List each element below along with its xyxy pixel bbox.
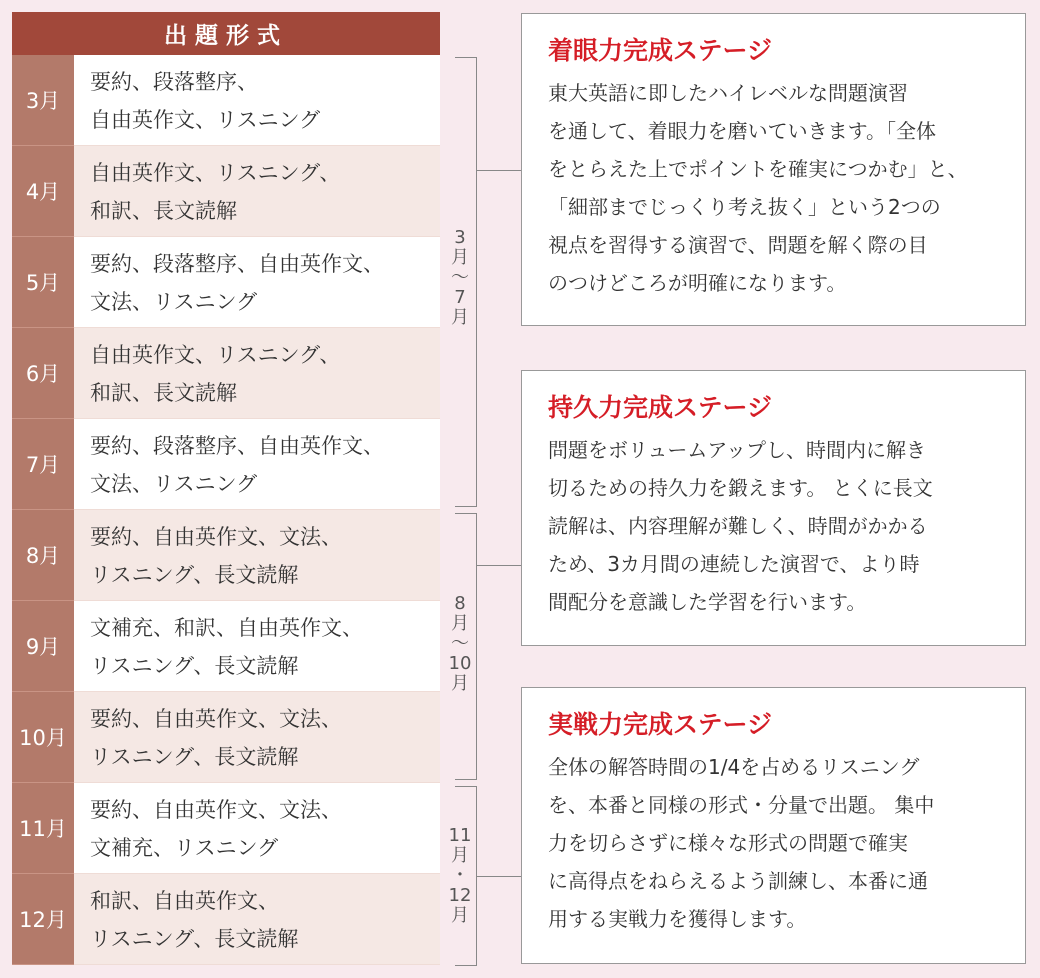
format-line: リスニング、長文読解 (90, 927, 299, 951)
stage-body (548, 748, 999, 938)
stage-box-endurance (521, 370, 1026, 646)
bracket-label-mar-jul (445, 228, 475, 328)
stage-body-line: のつけどころが明確になります。 (548, 271, 847, 295)
bracket-label-char: ・ (451, 865, 469, 886)
table-rows (12, 55, 440, 965)
month-cell: 11月 (12, 783, 74, 874)
stage-box-practical (521, 687, 1026, 964)
bracket-label-aug-oct (445, 594, 475, 694)
format-line: 文補充、和訳、自由英作文、 (90, 616, 363, 640)
stage-body-line: 「細部までじっくり考え抜く」という2つの (548, 195, 941, 219)
format-cell (74, 419, 440, 510)
format-line: 要約、自由英作文、文法、 (90, 798, 342, 822)
bracket-label-char: 11 (448, 825, 472, 846)
table-row (12, 237, 440, 328)
format-line: 文法、リスニング (90, 290, 258, 314)
bracket-link-aug-oct (477, 565, 521, 566)
bracket-label-nov-dec (445, 826, 475, 926)
stage-box-focus (521, 13, 1026, 326)
bracket-label-char: 10 (448, 653, 472, 674)
stage-title: 着眼力完成ステージ (548, 36, 773, 65)
month-cell: 4月 (12, 146, 74, 237)
table-row (12, 510, 440, 601)
bracket-label-char: 7 (454, 287, 466, 308)
format-line: 自由英作文、リスニング、 (90, 343, 341, 367)
month-cell: 8月 (12, 510, 74, 601)
format-cell (74, 328, 440, 419)
stage-body-line: 読解は、内容理解が難しく、時間がかかる (548, 514, 928, 538)
month-cell: 9月 (12, 601, 74, 692)
table-row (12, 874, 440, 965)
format-line: 要約、自由英作文、文法、 (90, 525, 342, 549)
stage-title: 持久力完成ステージ (548, 393, 773, 422)
bracket-label-char: 〜 (451, 267, 469, 288)
format-cell (74, 783, 440, 874)
format-cell (74, 510, 440, 601)
format-cell (74, 146, 440, 237)
stage-body-line: に高得点をねらえるよう訓練し、本番に通 (548, 869, 928, 893)
bracket-label-char: 月 (451, 673, 469, 694)
bracket-label-char: 月 (451, 247, 469, 268)
bracket-label-char: 月 (451, 307, 469, 328)
stage-body (548, 74, 999, 302)
stage-body-line: を、本番と同様の形式・分量で出題。 集中 (548, 793, 935, 817)
format-line: 和訳、自由英作文、 (90, 889, 279, 913)
format-line: 要約、段落整序、自由英作文、 (90, 434, 384, 458)
stage-body-line: 問題をボリュームアップし、時間内に解き (548, 438, 926, 462)
bracket-label-char: 12 (448, 885, 472, 906)
format-line: 要約、段落整序、自由英作文、 (90, 252, 384, 276)
format-line: 文補充、リスニング (90, 836, 279, 860)
table-row (12, 601, 440, 692)
bracket-label-char: 3 (454, 227, 466, 248)
format-line: 自由英作文、リスニング、 (90, 161, 341, 185)
stage-body-line: 切るための持久力を鍛えます。 とくに長文 (548, 476, 933, 500)
month-cell: 10月 (12, 692, 74, 783)
format-line: 和訳、長文読解 (90, 381, 237, 405)
stage-body-line: 用する実戦力を獲得します。 (548, 907, 807, 931)
table-row (12, 419, 440, 510)
stage-body-line: を通して、着眼力を磨いていきます。「全体 (548, 119, 936, 143)
bracket-label-char: 8 (454, 593, 466, 614)
format-cell (74, 692, 440, 783)
format-line: 文法、リスニング (90, 472, 258, 496)
format-line: 要約、段落整序、 (90, 70, 258, 94)
bracket-label-char: 月 (451, 845, 469, 866)
format-cell (74, 237, 440, 328)
stage-body-line: 間配分を意識した学習を行います。 (548, 590, 867, 614)
bracket-link-nov-dec (477, 876, 521, 877)
stage-body-line: 力を切らさずに様々な形式の問題で確実 (548, 831, 908, 855)
month-cell: 5月 (12, 237, 74, 328)
exam-format-table (12, 12, 440, 965)
format-line: 要約、自由英作文、文法、 (90, 707, 342, 731)
format-cell (74, 874, 440, 965)
stage-body-line: 東大英語に即したハイレベルな問題演習 (548, 81, 908, 105)
month-cell: 6月 (12, 328, 74, 419)
month-cell: 3月 (12, 55, 74, 146)
stage-body-line: 全体の解答時間の1/4を占めるリスニング (548, 755, 920, 779)
table-row (12, 692, 440, 783)
table-header: 出題形式 (12, 12, 440, 55)
month-cell: 7月 (12, 419, 74, 510)
stage-body-line: 視点を習得する演習で、問題を解く際の目 (548, 233, 928, 257)
stage-body-line: ため、3カ月間の連続した演習で、より時 (548, 552, 920, 576)
table-row (12, 55, 440, 146)
bracket-link-mar-jul (477, 170, 521, 171)
format-cell (74, 55, 440, 146)
format-cell (74, 601, 440, 692)
bracket-label-char: 月 (451, 905, 469, 926)
format-line: リスニング、長文読解 (90, 745, 299, 769)
format-line: リスニング、長文読解 (90, 563, 299, 587)
format-line: 和訳、長文読解 (90, 199, 237, 223)
format-line: 自由英作文、リスニング (90, 108, 321, 132)
stage-body (548, 431, 999, 621)
stage-body-line: をとらえた上でポイントを確実につかむ」と、 (548, 157, 968, 181)
bracket-label-char: 月 (451, 613, 469, 634)
table-row (12, 328, 440, 419)
table-row (12, 146, 440, 237)
stage-title: 実戦力完成ステージ (548, 710, 773, 739)
format-line: リスニング、長文読解 (90, 654, 299, 678)
table-row (12, 783, 440, 874)
month-cell: 12月 (12, 874, 74, 965)
bracket-label-char: 〜 (451, 633, 469, 654)
